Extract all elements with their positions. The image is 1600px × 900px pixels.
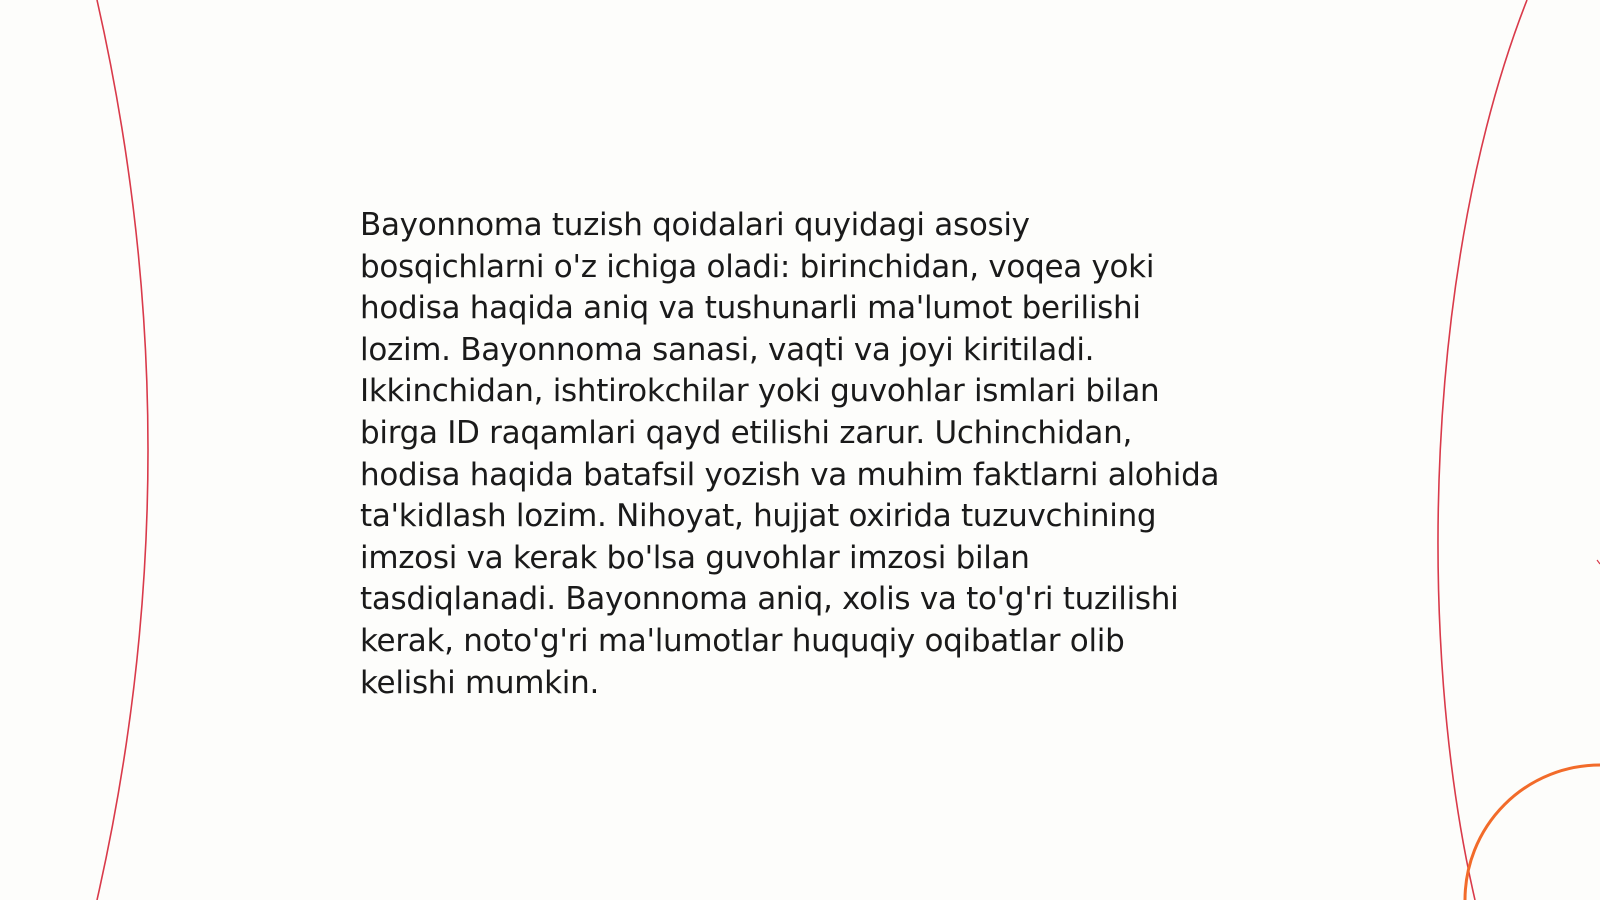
body-paragraph: Bayonnoma tuzish qoidalari quyidagi asosiy bosqichlarni o'z ichiga oladi: birinchidan, voqea yoki hodisa haqida aniq va tushunarli ma'lumot berilishi lozim. Bayonnoma sanasi, vaqti va joyi kiritiladi. Ikkinchidan, ishtirokchilar yoki guvohlar ismlari bilan birga ID raqamlari qayd etilishi zarur. Uchinchidan, hodisa haqida batafsil yozish va muhim faktlarni alohida ta'kidlash lozim. Nihoyat, hujjat oxirida tuzuvchining imzosi va kerak bo'lsa guvohlar imzosi bilan tasdiqlanadi. Bayonnoma aniq, xolis va to'g'ri tuzilishi kerak, noto'g'ri ma'lumotlar huquqiy oqibatlar olib kelishi mumkin. [360, 207, 1220, 701]
left-curve-line [97, 0, 148, 900]
orange-circle-accent [1465, 765, 1600, 900]
right-curve-line [1438, 0, 1527, 900]
